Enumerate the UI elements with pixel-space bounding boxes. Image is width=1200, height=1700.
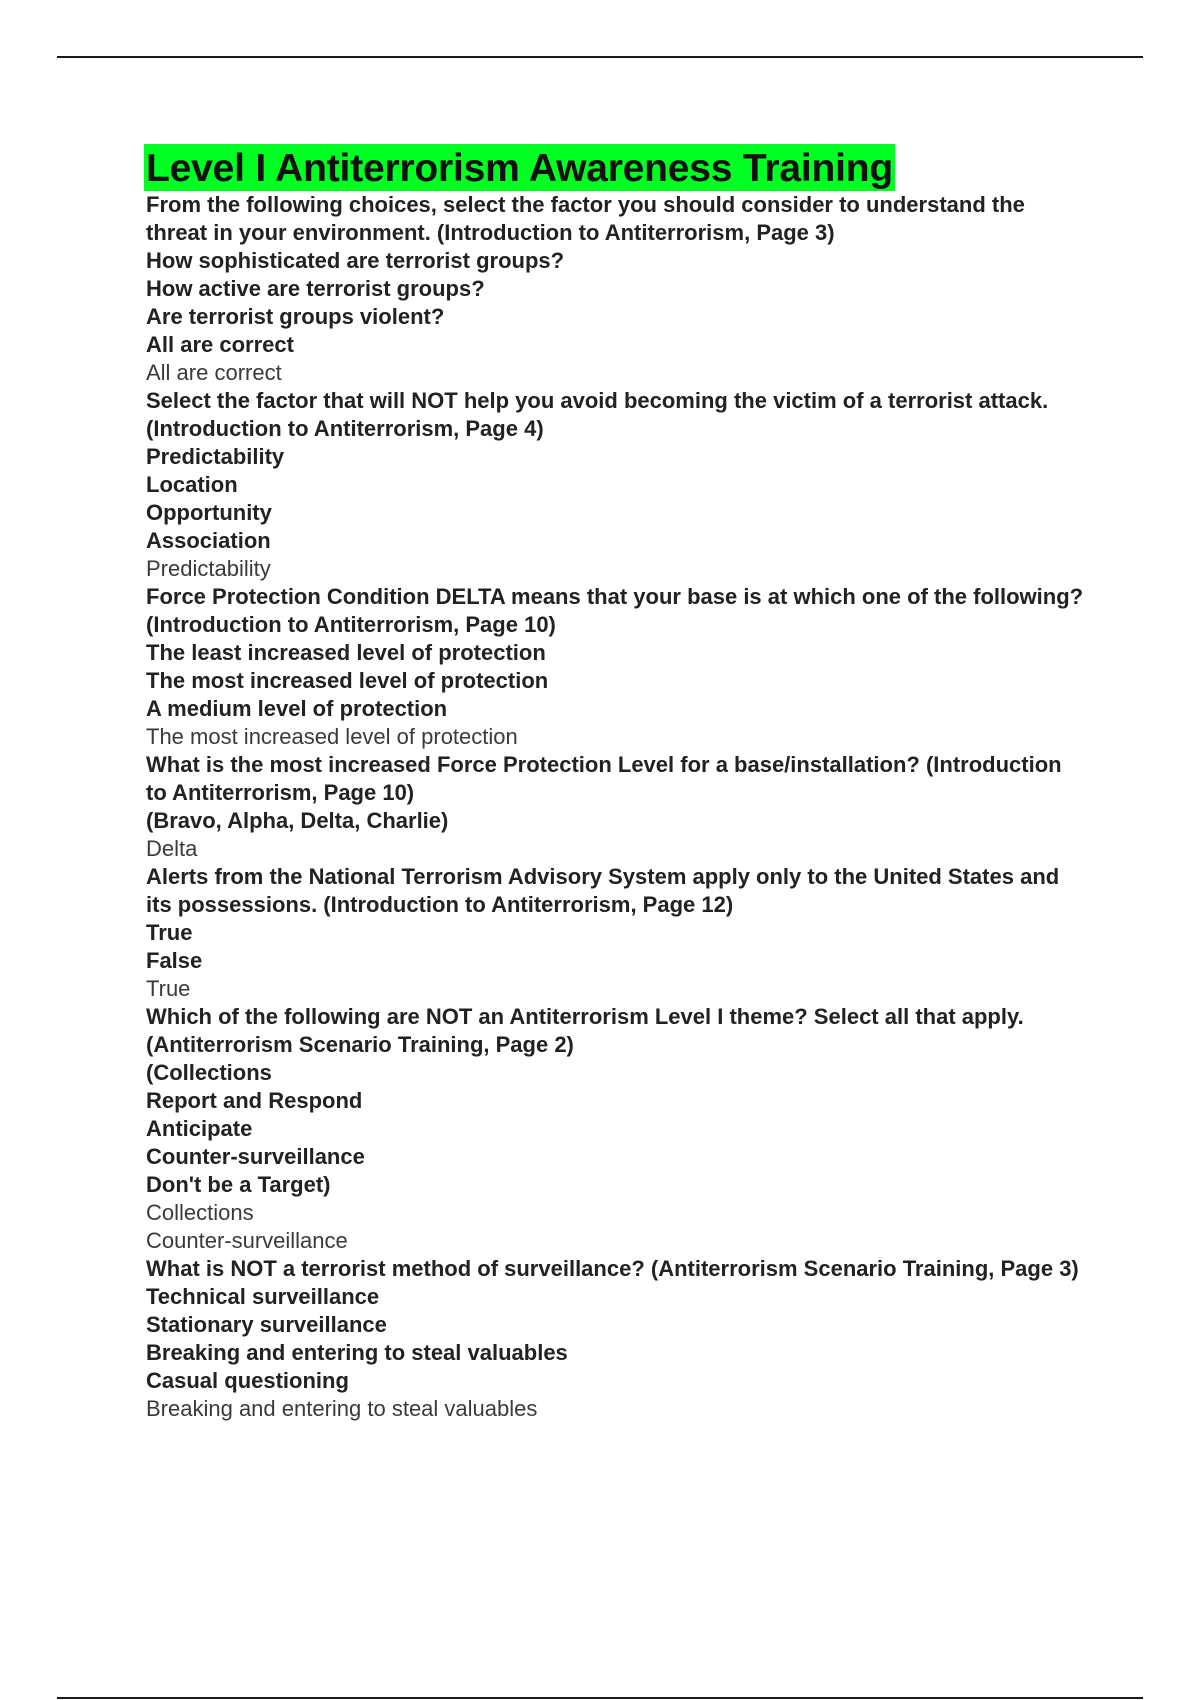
qa-item [146, 1255, 1086, 1423]
option: How sophisticated are terrorist groups? [146, 248, 565, 273]
option: All are correct [146, 332, 294, 357]
document-body [146, 144, 1086, 1423]
option: Opportunity [146, 500, 272, 525]
option: Stationary surveillance [146, 1312, 387, 1337]
answer: Breaking and entering to steal valuables [146, 1396, 538, 1421]
answer: Predictability [146, 556, 271, 581]
option: Predictability [146, 444, 285, 469]
qa-item [146, 863, 1086, 1003]
answer: Collections [146, 1200, 254, 1225]
option: Association [146, 528, 271, 553]
option: Breaking and entering to steal valuables [146, 1340, 568, 1365]
option: The most increased level of protection [146, 668, 549, 693]
question-text: Which of the following are NOT an Antiterrorism Level I theme? Select all that apply. (Antiterrorism Scenario Training, Page 2) [146, 1004, 1024, 1057]
option: How active are terrorist groups? [146, 276, 485, 301]
header-rule [57, 56, 1143, 58]
qa-item [146, 1003, 1086, 1255]
qa-item [146, 751, 1086, 863]
answer: Counter-surveillance [146, 1228, 348, 1253]
answer: All are correct [146, 360, 282, 385]
question-text: What is the most increased Force Protection Level for a base/installation? (Introduction to Antiterrorism, Page 10) [146, 752, 1062, 805]
option: Casual questioning [146, 1368, 349, 1393]
question-text: Force Protection Condition DELTA means that your base is at which one of the following? (Introduction to Antiterrorism, Page 10) [146, 584, 1084, 637]
option: Counter-surveillance [146, 1144, 365, 1169]
answer: True [146, 976, 191, 1001]
option: True [146, 920, 193, 945]
option: (Bravo, Alpha, Delta, Charlie) [146, 808, 449, 833]
footer-rule [57, 1697, 1143, 1699]
option: Don't be a Target) [146, 1172, 331, 1197]
option: Report and Respond [146, 1088, 363, 1113]
option: False [146, 948, 203, 973]
option: Technical surveillance [146, 1284, 380, 1309]
question-text: Alerts from the National Terrorism Advisory System apply only to the United States and its possessions. (Introduction to Antiterrorism, Page 12) [146, 864, 1060, 917]
qa-item [146, 191, 1086, 387]
option: (Collections [146, 1060, 272, 1085]
answer: The most increased level of protection [146, 724, 518, 749]
option: The least increased level of protection [146, 640, 546, 665]
option: A medium level of protection [146, 696, 448, 721]
document-title: Level I Antiterrorism Awareness Training [144, 144, 895, 191]
question-text: Select the factor that will NOT help you avoid becoming the victim of a terrorist attack. (Introduction to Antiterrorism, Page 4) [146, 388, 1049, 441]
question-text: What is NOT a terrorist method of surveillance? (Antiterrorism Scenario Training, Page 3) [146, 1256, 1079, 1281]
option: Location [146, 472, 238, 497]
qa-item [146, 387, 1086, 583]
question-text: From the following choices, select the factor you should consider to understand the threat in your environment. (Introduction to Antiterrorism, Page 3) [146, 192, 1025, 245]
option: Anticipate [146, 1116, 253, 1141]
answer: Delta [146, 836, 198, 861]
option: Are terrorist groups violent? [146, 304, 445, 329]
qa-item [146, 583, 1086, 751]
